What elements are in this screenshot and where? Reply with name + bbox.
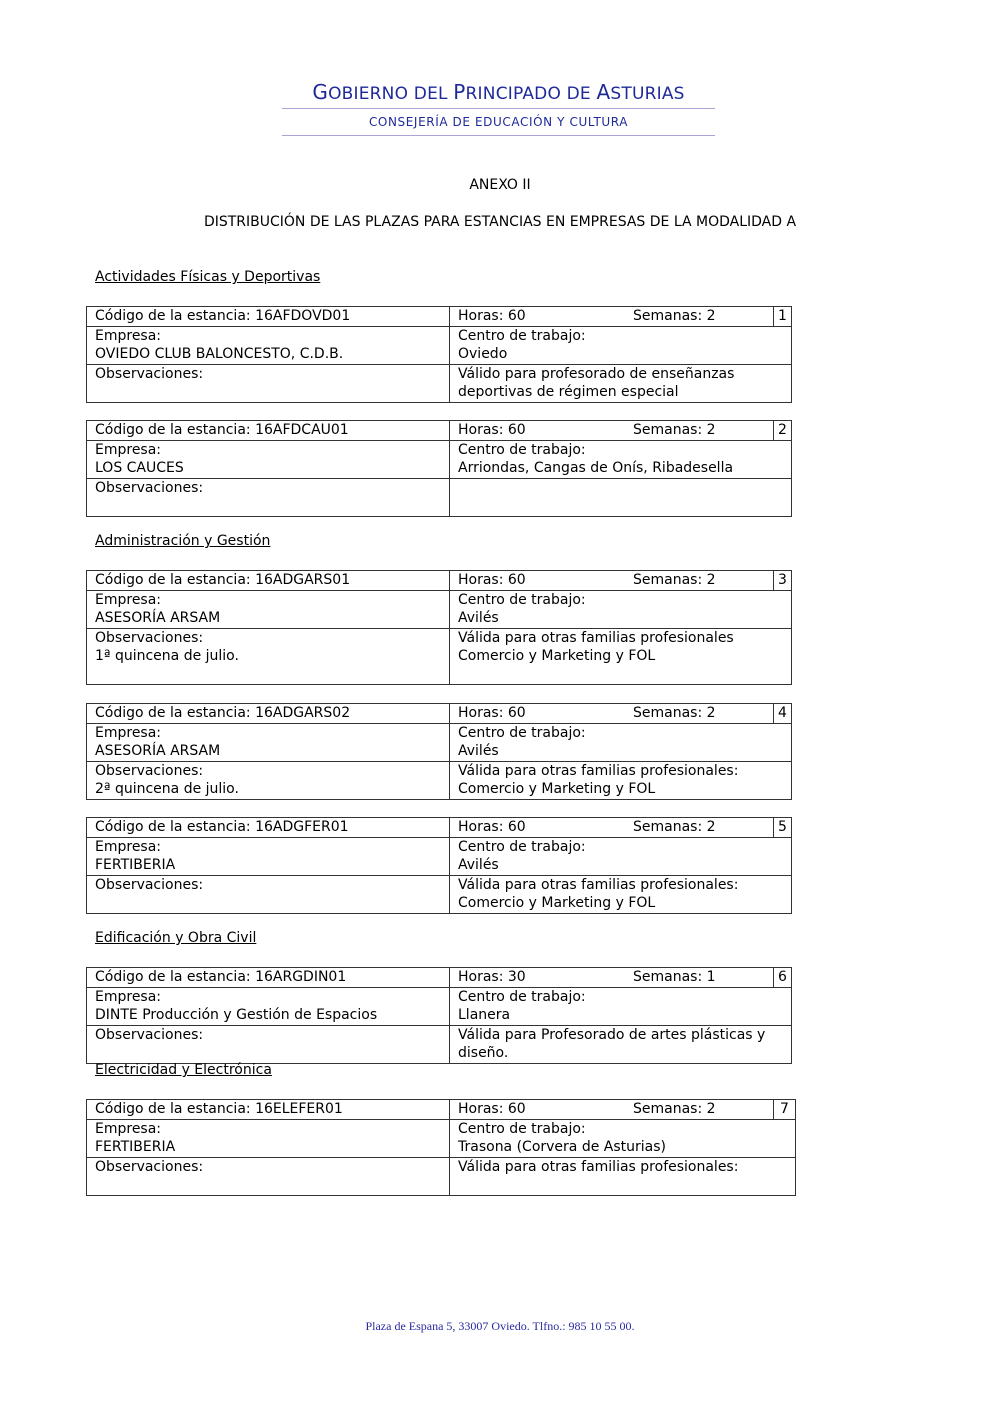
workplace-value: Avilés [458, 743, 499, 759]
observations-label: Observaciones: [95, 365, 204, 382]
weeks-label: Semanas: [633, 1101, 707, 1117]
observations-left: 2ª quincena de julio. [95, 781, 239, 797]
observations-label: Observaciones: [95, 479, 204, 496]
observations-line-2 [458, 1176, 787, 1195]
code-label: Código de la estancia: [95, 969, 256, 985]
placement-code: 16ARGDIN01 [255, 969, 347, 985]
company-name: LOS CAUCES [95, 460, 184, 476]
observations-line-1: Válido para profesorado de enseñanzas [458, 365, 735, 382]
gov-cap-3: A [596, 80, 611, 104]
code-label: Código de la estancia: [95, 572, 256, 588]
placement-table [86, 967, 792, 1064]
weeks-label: Semanas: [633, 572, 707, 588]
workplace-value: Trasona (Corvera de Asturias) [458, 1139, 666, 1155]
placement-table [86, 1099, 796, 1196]
code-label: Código de la estancia: [95, 819, 256, 835]
gov-cap-1: G [312, 80, 329, 104]
observations-line-1: Válida para otras familias profesionales: [458, 762, 739, 779]
weeks-value: 2 [706, 705, 716, 721]
gov-rest-1: OBIERNO DEL [328, 84, 454, 104]
observations-line-2: Comercio y Marketing y FOL [458, 781, 656, 797]
code-label: Código de la estancia: [95, 308, 256, 324]
weeks-label: Semanas: [633, 819, 707, 835]
placement-table [86, 570, 792, 685]
observations-line-1: Válida para otras familias profesionales [458, 629, 734, 646]
hours-value: 60 [507, 1101, 526, 1117]
weeks-value: 2 [706, 308, 716, 324]
observations-label: Observaciones: [95, 1026, 204, 1043]
observations-line-2: deportivas de régimen especial [458, 384, 679, 400]
placement-number: 5 [774, 818, 792, 838]
observations-label: Observaciones: [95, 1158, 204, 1175]
company-label: Empresa: [95, 441, 162, 458]
hours-label: Horas: [458, 969, 508, 985]
workplace-label: Centro de trabajo: [458, 838, 586, 855]
hours-label: Horas: [458, 705, 508, 721]
hours-value: 60 [507, 572, 526, 588]
placement-number: 1 [774, 307, 792, 327]
gov-rest-2: RINCIPADO DE [465, 84, 597, 104]
gov-cap-2: P [453, 80, 466, 104]
weeks-label: Semanas: [633, 308, 707, 324]
hours-label: Horas: [458, 422, 508, 438]
company-label: Empresa: [95, 988, 162, 1005]
hours-value: 60 [507, 819, 526, 835]
hours-value: 60 [507, 308, 526, 324]
workplace-label: Centro de trabajo: [458, 724, 586, 741]
placement-number: 7 [774, 1100, 796, 1120]
workplace-value: Avilés [458, 610, 499, 626]
observations-line-1: Válida para otras familias profesionales: [458, 1158, 739, 1175]
company-label: Empresa: [95, 724, 162, 741]
workplace-label: Centro de trabajo: [458, 327, 586, 344]
observations-left: 1ª quincena de julio. [95, 648, 239, 664]
section-title: Actividades Físicas y Deportivas [95, 269, 321, 285]
weeks-value: 2 [706, 1101, 716, 1117]
observations-line-2: Comercio y Marketing y FOL [458, 648, 656, 664]
code-label: Código de la estancia: [95, 1101, 256, 1117]
placement-number: 4 [774, 704, 792, 724]
placement-number: 6 [774, 968, 792, 988]
workplace-value: Llanera [458, 1007, 511, 1023]
company-label: Empresa: [95, 327, 162, 344]
observations-left [95, 497, 441, 516]
placement-code: 16ADGARS02 [255, 705, 351, 721]
observations-label: Observaciones: [95, 762, 204, 779]
placement-code: 16AFDOVD01 [255, 308, 351, 324]
workplace-label: Centro de trabajo: [458, 591, 586, 608]
workplace-value: Avilés [458, 857, 499, 873]
weeks-value: 2 [706, 422, 716, 438]
observations-line-1: Válida para otras familias profesionales: [458, 876, 739, 893]
observations-label: Observaciones: [95, 629, 204, 646]
gov-rest-3: STURIAS [610, 84, 685, 104]
placement-code: 16AFDCAU01 [255, 422, 349, 438]
observations-label: Observaciones: [95, 876, 204, 893]
hours-label: Horas: [458, 572, 508, 588]
weeks-label: Semanas: [633, 422, 707, 438]
weeks-label: Semanas: [633, 969, 707, 985]
hours-label: Horas: [458, 819, 508, 835]
company-name: OVIEDO CLUB BALONCESTO, C.D.B. [95, 346, 344, 362]
workplace-value: Arriondas, Cangas de Onís, Ribadesella [458, 460, 734, 476]
weeks-value: 2 [706, 819, 716, 835]
company-label: Empresa: [95, 838, 162, 855]
company-name: DINTE Producción y Gestión de Espacios [95, 1007, 378, 1023]
company-name: ASESORÍA ARSAM [95, 743, 221, 759]
government-title [282, 78, 715, 108]
document-title: DISTRIBUCIÓN DE LAS PLAZAS PARA ESTANCIAS EN EMPRESAS DE LA MODALIDAD A [203, 214, 797, 230]
hours-value: 60 [507, 705, 526, 721]
section-title: Edificación y Obra Civil [95, 930, 257, 946]
placement-number: 3 [774, 571, 792, 591]
placement-number: 2 [774, 421, 792, 441]
weeks-value: 1 [706, 969, 716, 985]
company-label: Empresa: [95, 1120, 162, 1137]
hours-label: Horas: [458, 308, 508, 324]
observations-line-1 [458, 479, 783, 498]
company-name: FERTIBERIA [95, 1139, 176, 1155]
workplace-value: Oviedo [458, 346, 508, 362]
footer-address: Plaza de Espana 5, 33007 Oviedo. Tlfno.: 985 10 55 00. [365, 1319, 635, 1333]
placement-table [86, 306, 792, 403]
code-label: Código de la estancia: [95, 705, 256, 721]
workplace-label: Centro de trabajo: [458, 441, 586, 458]
workplace-label: Centro de trabajo: [458, 1120, 586, 1137]
weeks-value: 2 [706, 572, 716, 588]
observations-line-1: Válida para Profesorado de artes plásticas y [458, 1026, 766, 1043]
weeks-label: Semanas: [633, 705, 707, 721]
company-label: Empresa: [95, 591, 162, 608]
placement-table [86, 703, 792, 800]
code-label: Código de la estancia: [95, 422, 256, 438]
department-name: CONSEJERÍA DE EDUCACIÓN Y CULTURA [368, 115, 629, 129]
hours-label: Horas: [458, 1101, 508, 1117]
placement-code: 16ADGFER01 [255, 819, 349, 835]
placement-code: 16ADGARS01 [255, 572, 351, 588]
company-name: ASESORÍA ARSAM [95, 610, 221, 626]
observations-left [95, 383, 441, 402]
hours-value: 60 [507, 422, 526, 438]
company-name: FERTIBERIA [95, 857, 176, 873]
section-title: Administración y Gestión [95, 533, 271, 549]
placement-table [86, 420, 792, 517]
observations-line-2: Comercio y Marketing y FOL [458, 895, 656, 911]
observations-left [95, 1176, 441, 1195]
letterhead [282, 78, 715, 136]
observations-line-2: diseño. [458, 1045, 509, 1061]
header-divider-bottom [282, 135, 715, 136]
observations-line-2 [458, 497, 783, 516]
workplace-label: Centro de trabajo: [458, 988, 586, 1005]
hours-value: 30 [507, 969, 526, 985]
placement-table [86, 817, 792, 914]
annex-title: ANEXO II [469, 177, 531, 193]
section-title: Electricidad y Electrónica [95, 1062, 272, 1078]
placement-code: 16ELEFER01 [255, 1101, 343, 1117]
